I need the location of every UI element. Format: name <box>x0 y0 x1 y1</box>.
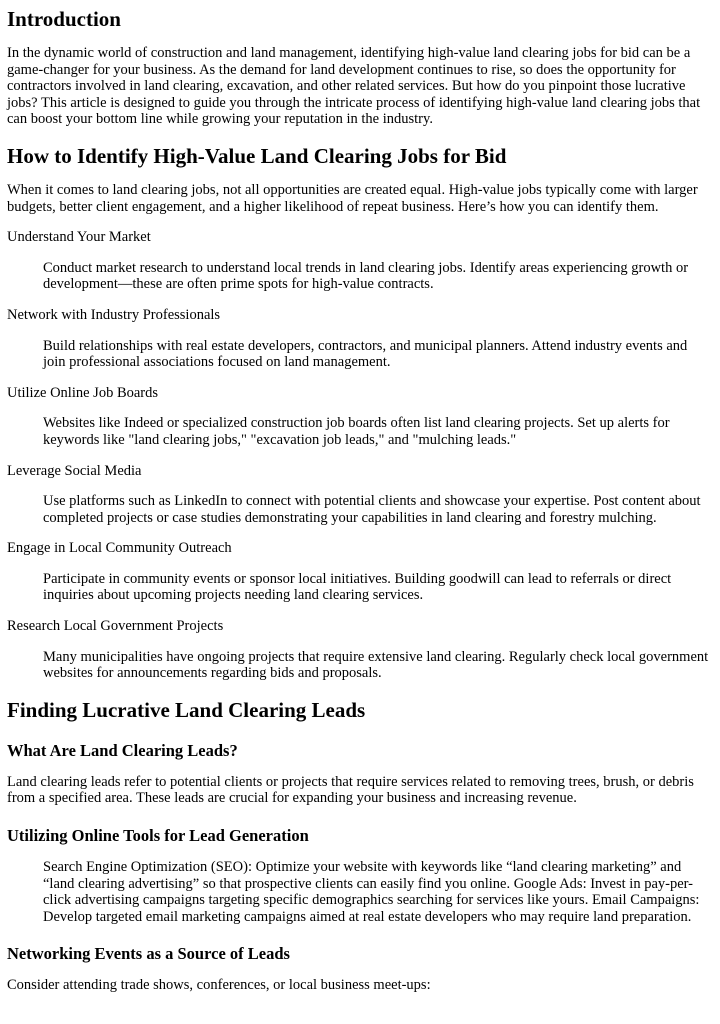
intro-paragraph: In the dynamic world of construction and land management, identifying high-value land clearing jobs for bid can be a game-changer for your business. As the demand for land development continues to rise, so does the opportunity for contractors involved in land clearing, excavation, and other related services. But how do you pinpoint those lucrative jobs? This article is designed to guide you through the intricate process of identifying high-value land clearing jobs that can boost your bottom line while growing your reputation in the industry. <box>7 45 701 128</box>
list-item-desc: Participate in community events or sponsor local initiatives. Building goodwill can lead to referrals or direct inquiries about upcoming projects needing land clearing services. <box>43 570 672 604</box>
list-item-term: Engage in Local Community Outreach <box>7 540 232 557</box>
list-item-term: Leverage Social Media <box>7 462 142 479</box>
leads-heading: Finding Lucrative Land Clearing Leads <box>7 697 366 722</box>
what-leads-heading: What Are Land Clearing Leads? <box>7 740 238 760</box>
identify-heading: How to Identify High-Value Land Clearing Jobs for Bid <box>7 143 507 168</box>
list-item-desc: Websites like Indeed or specialized construction job boards often list land clearing projects. Set up alerts for keywords like "land clearing jobs," "excavation job leads," and "mulching leads." <box>43 415 670 448</box>
identify-paragraph: When it comes to land clearing jobs, not all opportunities are created equal. High-value jobs typically come with larger budgets, better client engagement, and a higher likelihood of repeat business. Here’s how you can identify them. <box>7 181 698 215</box>
list-item-term: Utilize Online Job Boards <box>7 384 159 401</box>
list-item-desc: Many municipalities have ongoing projects that require extensive land clearing. Regularly check local government websites for announcements regarding bids and proposals. <box>43 648 709 682</box>
networking-paragraph: Consider attending trade shows, conferences, or local business meet-ups: <box>7 977 431 994</box>
list-item-desc: Conduct market research to understand local trends in land clearing jobs. Identify areas experiencing growth or development—these are often prime spots for high-value contracts. <box>43 259 689 293</box>
list-item-desc: Use platforms such as LinkedIn to connect with potential clients and showcase your expertise. Post content about completed projects or case studies demonstrating your capabilities in land clearing and forestry mulching. <box>43 493 701 526</box>
list-item-term: Network with Industry Professionals <box>7 306 221 323</box>
intro-heading: Introduction <box>7 7 121 31</box>
list-item-desc: Build relationships with real estate developers, contractors, and municipal planners. Attend industry events and join professional associations focused on land management. <box>43 337 688 371</box>
networking-heading: Networking Events as a Source of Leads <box>7 944 290 964</box>
what-leads-paragraph: Land clearing leads refer to potential clients or projects that require services related to removing trees, brush, or debris from a specified area. These leads are crucial for expanding your business and increasing revenue. <box>7 773 694 807</box>
identify-list <box>7 229 713 682</box>
online-tools-heading: Utilizing Online Tools for Lead Generation <box>7 826 309 846</box>
article <box>0 7 720 994</box>
online-tools-paragraph: Search Engine Optimization (SEO): Optimize your website with keywords like “land clearing marketing” and “land clearing advertising” so that prospective clients can easily find you online. Google Ads: Invest in pay-per-click advertising campaigns targeting specific demographics searching for services like yours. Email Campaigns: Develop targeted email marketing campaigns aimed at real estate developers who may require land preparation. <box>43 859 700 925</box>
list-item-term: Understand Your Market <box>7 229 151 246</box>
list-item-term: Research Local Government Projects <box>7 618 224 635</box>
